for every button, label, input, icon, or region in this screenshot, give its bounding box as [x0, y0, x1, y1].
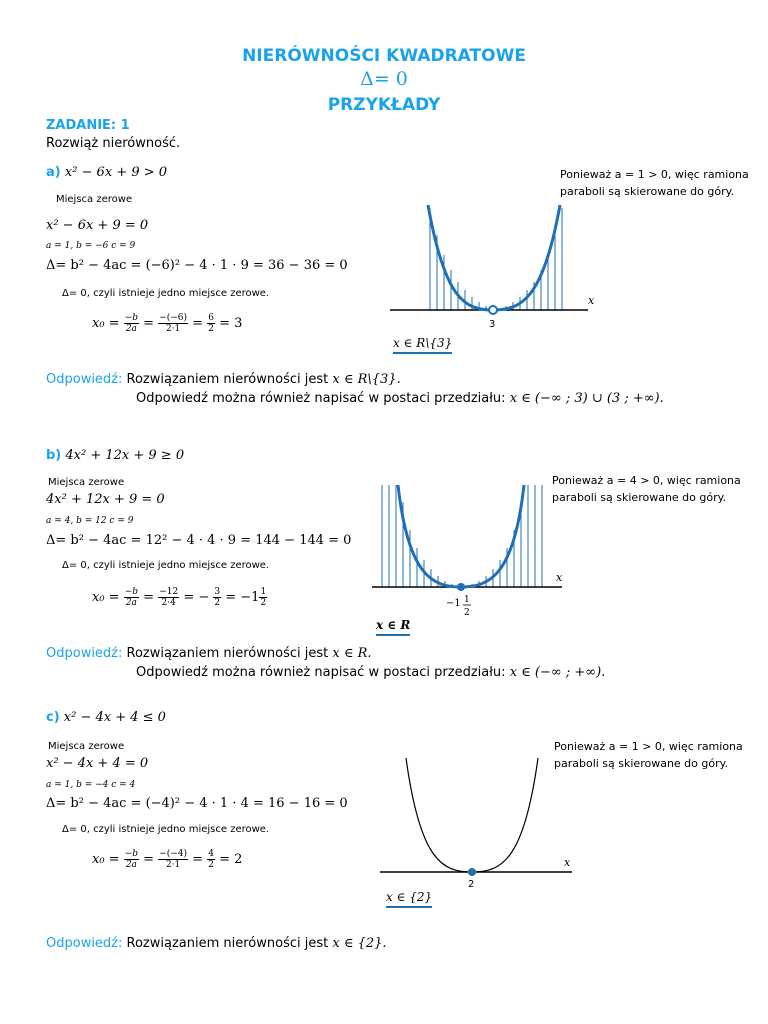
example-label: b) [46, 448, 62, 463]
inequality: x² − 4x + 4 ≤ 0 [63, 710, 166, 725]
fraction: $\frac{-12}{2\cdot 4}$ [159, 587, 179, 608]
fraction: $\frac{6}{2}$ [208, 313, 214, 334]
answer-b: Odpowiedź: Rozwiązaniem nierówności jest x ∈ R. [46, 646, 372, 661]
x0-formula: x₀ = $\frac{-b}{2a}$ = $\frac{-(-6)}{2\cdot 1}$ = $\frac{6}{2}$ = 3 [92, 313, 243, 334]
delta-note: Δ= 0, czyli istnieje jedno miejsce zerowe. [62, 560, 270, 571]
root-label: 3 [489, 319, 496, 330]
parabola-graph-b [372, 480, 602, 620]
fraction: $\frac{-(-4)}{2\cdot 1}$ [159, 849, 188, 870]
example-label: c) [46, 710, 60, 725]
solution-hatching [430, 208, 562, 310]
zeros-heading: Miejsca zerowe [48, 477, 125, 488]
fraction: $\frac{4}{2}$ [208, 849, 214, 870]
fraction: $\frac{1}{2}$ [260, 587, 267, 608]
zeros-heading: Miejsca zerowe [48, 741, 125, 752]
example-c-heading [46, 710, 166, 725]
equation: 4x² + 12x + 9 = 0 [46, 492, 165, 507]
equation: x² − 6x + 9 = 0 [46, 218, 149, 233]
example-b-heading [46, 448, 184, 463]
interval-answer-a: Odpowiedź można również napisać w postaci przedziału: x ∈ (−∞ ; 3) ∪ (3 ; +∞). [136, 391, 664, 406]
example-a-heading [46, 165, 167, 180]
delta-note: Δ= 0, czyli istnieje jedno miejsce zerowe. [62, 288, 270, 299]
task-instruction: Rozwiąż nierówność. [46, 136, 181, 151]
parabola-graph-a [370, 200, 610, 340]
root-label: −1 [446, 598, 461, 609]
answer-label: Odpowiedź: [46, 372, 123, 387]
zeros-heading: Miejsca zerowe [56, 194, 133, 205]
page-title: NIERÓWNOŚCI KWADRATOWE [242, 46, 526, 66]
parabola-curve [406, 758, 538, 872]
task-label: ZADANIE: 1 [46, 118, 130, 133]
excluded-root-point [489, 306, 497, 314]
delta-calculation: Δ= b² − 4ac = (−4)² − 4 · 1 · 4 = 16 − 16 = 0 [46, 796, 348, 811]
root-label-num: 1 [464, 595, 470, 605]
equation: x² − 4x + 4 = 0 [46, 756, 149, 771]
answer-label: Odpowiedź: [46, 936, 123, 951]
solution-set: x ∈ {2} [386, 890, 432, 908]
parabola-direction-note: Ponieważ a = 1 > 0, więc ramiona paraboli są skierowane do góry. [560, 168, 749, 198]
coefficients: a = 4, b = 12 c = 9 [46, 516, 134, 526]
fraction: $\frac{-b}{2a}$ [124, 313, 139, 334]
inequality: x² − 6x + 9 > 0 [64, 165, 168, 180]
solution-set: x ∈ R [376, 618, 410, 636]
fraction: $\frac{-b}{2a}$ [124, 849, 139, 870]
answer-c: Odpowiedź: Rozwiązaniem nierówności jest x ∈ {2}. [46, 936, 387, 951]
inequality: 4x² + 12x + 9 ≥ 0 [65, 448, 185, 463]
root-label: 2 [468, 879, 475, 890]
parabola-curve [428, 205, 560, 310]
fraction: $\frac{3}{2}$ [214, 587, 221, 608]
x-axis-label: x [564, 856, 571, 869]
coefficients: a = 1, b = −4 c = 4 [46, 780, 136, 790]
delta-heading: Δ= 0 [360, 68, 408, 90]
parabola-graph-c [380, 750, 590, 895]
x0-formula: x₀ = $\frac{-b}{2a}$ = $\frac{-12}{2\cdot 4}$ = − $\frac{3}{2}$ = −1 $\frac{1}{2}$ [92, 587, 267, 608]
delta-note: Δ= 0, czyli istnieje jedno miejsce zerowe. [62, 824, 270, 835]
parabola-direction-note: Ponieważ a = 1 > 0, więc ramiona paraboli są skierowane do góry. [554, 740, 743, 770]
coefficients: a = 1, b = −6 c = 9 [46, 241, 136, 251]
fraction: $\frac{-(-6)}{2\cdot 1}$ [159, 313, 188, 334]
x0-formula: x₀ = $\frac{-b}{2a}$ = $\frac{-(-4)}{2\cdot 1}$ = $\frac{4}{2}$ = 2 [92, 849, 243, 870]
fraction: $\frac{-b}{2a}$ [124, 587, 139, 608]
x-axis-label: x [556, 571, 563, 584]
root-point [468, 868, 476, 876]
parabola-direction-note: Ponieważ a = 4 > 0, więc ramiona paraboli są skierowane do góry. [552, 474, 741, 504]
interval-answer-b: Odpowiedź można również napisać w postaci przedziału: x ∈ (−∞ ; +∞). [136, 665, 606, 680]
page-subtitle: PRZYKŁADY [327, 95, 441, 115]
solution-set: x ∈ R\{3} [393, 336, 452, 354]
root-label-den: 2 [464, 608, 470, 618]
example-label: a) [46, 165, 61, 180]
x-axis-label: x [588, 294, 595, 307]
delta-calculation: Δ= b² − 4ac = (−6)² − 4 · 1 · 9 = 36 − 36 = 0 [46, 258, 348, 273]
answer-label: Odpowiedź: [46, 646, 123, 661]
root-point [457, 583, 465, 591]
delta-calculation: Δ= b² − 4ac = 12² − 4 · 4 · 9 = 144 − 144 = 0 [46, 533, 352, 548]
answer-a: Odpowiedź: Rozwiązaniem nierówności jest x ∈ R\{3}. [46, 372, 401, 387]
